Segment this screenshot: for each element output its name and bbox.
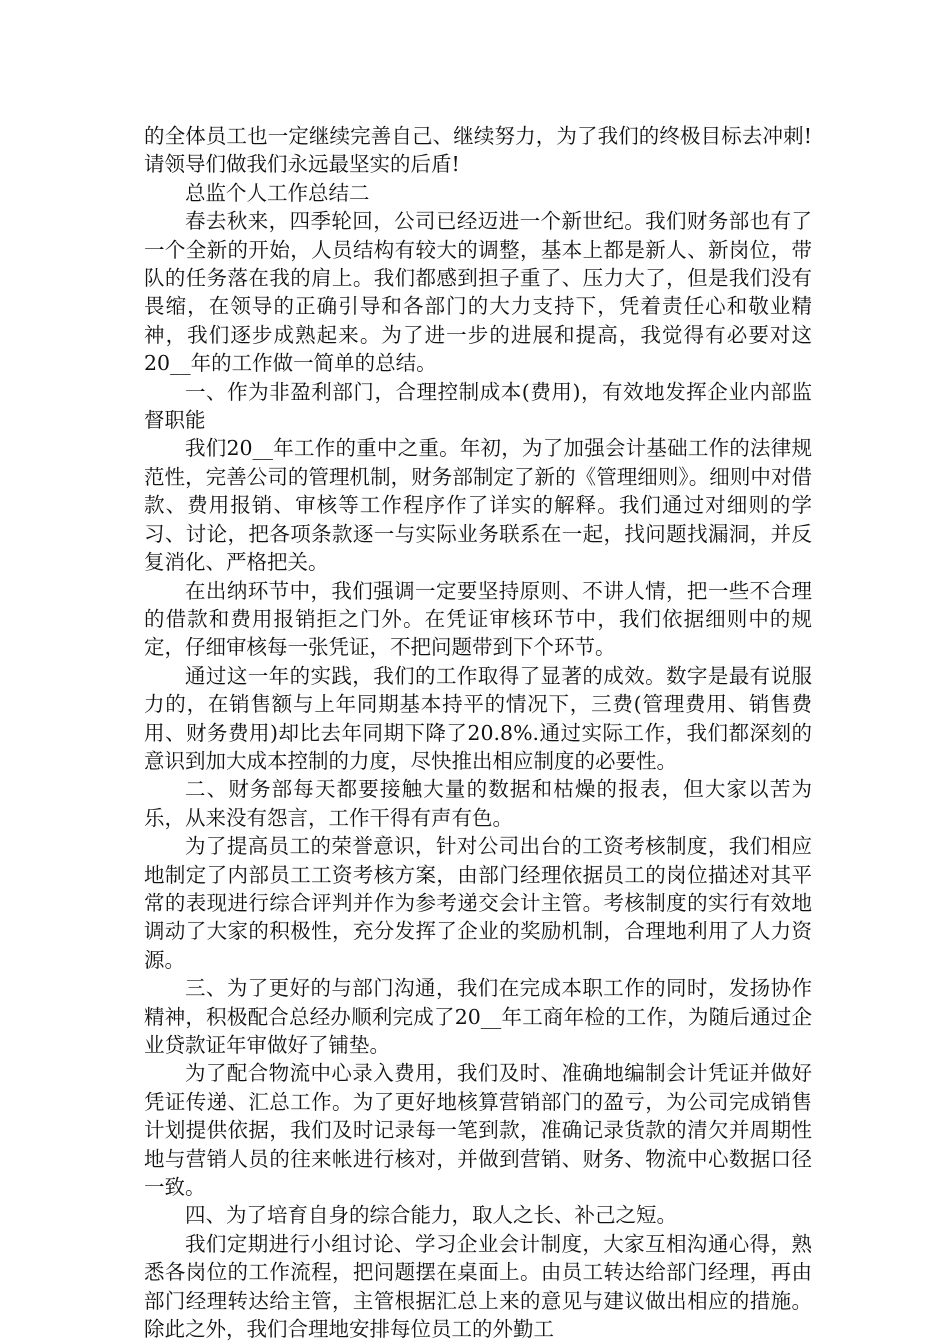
heading-two: 二、财务部每天都要接触大量的数据和枯燥的报表，但大家以苦为乐，从来没有怨言，工作干得有声有色。 <box>144 777 812 830</box>
paragraph: 为了提高员工的荣誉意识，针对公司出台的工资考核制度，我们相应地制定了内部员工工资考核方案，由部门经理依据员工的岗位描述对其平常的表现进行综合评判并作为参考递交会计主管。考核制度的实行有效地调动了大家的积极性，充分发挥了企业的奖励机制，合理地利用了人力资源。 <box>144 834 812 972</box>
section-title: 总监个人工作总结二 <box>185 180 370 205</box>
heading-four: 四、为了培育自身的综合能力，取人之长、补己之短。 <box>185 1203 677 1228</box>
heading-one: 一、作为非盈利部门，合理控制成本(费用)，有效地发挥企业内部监督职能 <box>144 379 812 433</box>
document-body <box>144 122 812 1343</box>
paragraph: 通过这一年的实践，我们的工作取得了显著的成效。数字是最有说服力的，在销售额与上年同期基本持平的情况下，三费(管理费用、销售费用、财务费用)却比去年同期下降了20.8%.通过实际工作，我们都深刻的意识到加大成本控制的力度，尽快推出相应制度的必要性。 <box>144 663 812 773</box>
heading-three: 三、为了更好的与部门沟通，我们在完成本职工作的同时，发扬协作精神，积极配合总经办顺利完成了20__年工商年检的工作，为随后通过企业贷款证年审做好了铺垫。 <box>144 976 812 1057</box>
paragraph: 在出纳环节中，我们强调一定要坚持原则、不讲人情，把一些不合理的借款和费用报销拒之门外。在凭证审核环节中，我们依据细则中的规定，仔细审核每一张凭证，不把问题带到下个环节。 <box>144 578 812 660</box>
paragraph: 我们20__年工作的重中之重。年初，为了加强会计基础工作的法律规范性，完善公司的管理机制，财务部制定了新的《管理细则》。细则中对借款、费用报销、审核等工作程序作了详实的解释。我们通过对细则的学习、讨论，把各项条款逐一与实际业务联系在一起，找问题找漏洞，并反复消化、严格把关。 <box>144 436 812 575</box>
paragraph-continued: 的全体员工也一定继续完善自己、继续努力，为了我们的终极目标去冲刺!请领导们做我们永远最坚实的后盾! <box>144 124 812 177</box>
paragraph: 春去秋来，四季轮回，公司已经迈进一个新世纪。我们财务部也有了一个全新的开始，人员结构有较大的调整，基本上都是新人、新岗位，带队的任务落在我的肩上。我们都感到担子重了、压力大了，但是我们没有畏缩，在领导的正确引导和各部门的大力支持下，凭着责任心和敬业精神，我们逐步成熟起来。为了进一步的进展和提高，我觉得有必要对这20__年的工作做一简单的总结。 <box>144 209 812 376</box>
paragraph: 为了配合物流中心录入费用，我们及时、准确地编制会计凭证并做好凭证传递、汇总工作。为了更好地核算营销部门的盈亏，为公司完成销售计划提供依据，我们及时记录每一笔到款，准确记录货款的清欠并周期性地与营销人员的往来帐进行核对，并做到营销、财务、物流中心数据口径一致。 <box>144 1061 812 1200</box>
paragraph: 我们定期进行小组讨论、学习企业会计制度，大家互相沟通心得，熟悉各岗位的工作流程，把问题摆在桌面上。由员工转达给部门经理，再由部门经理转达给主管，主管根据汇总上来的意见与建议做出相应的措施。除此之外，我们合理地安排每位员工的外勤工 <box>144 1231 812 1342</box>
